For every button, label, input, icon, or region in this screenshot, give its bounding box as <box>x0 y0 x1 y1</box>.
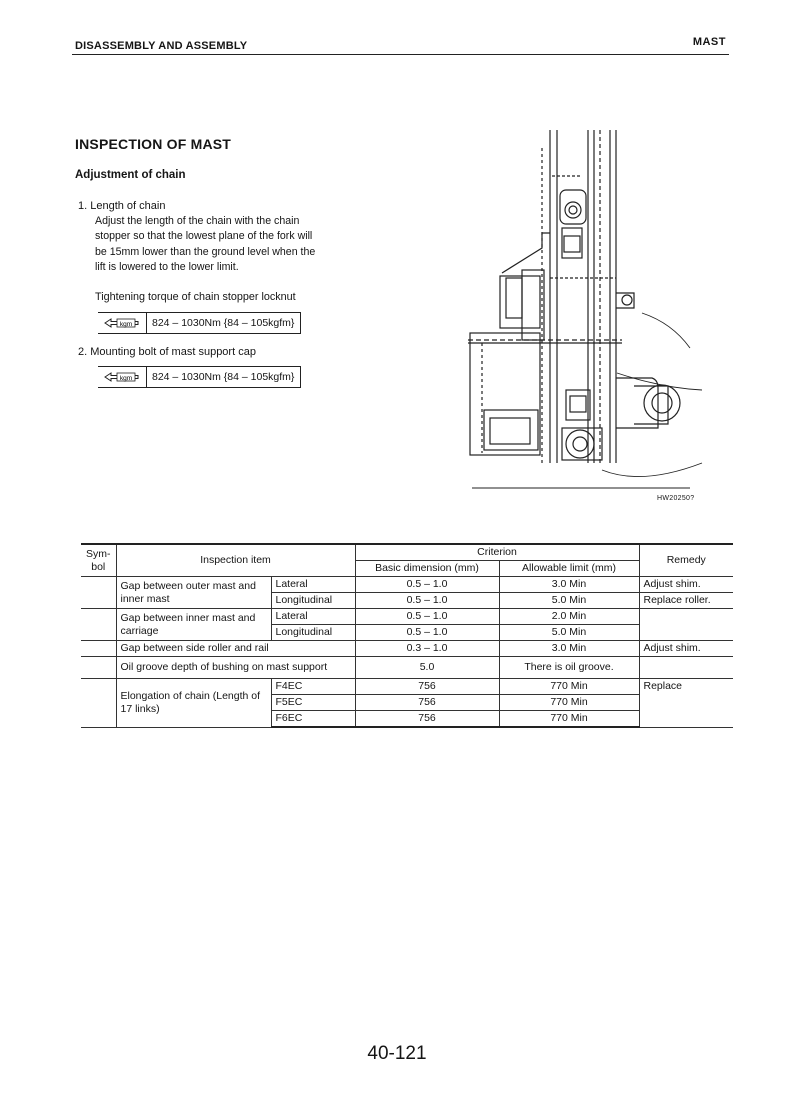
section-header: DISASSEMBLY AND ASSEMBLY <box>75 40 248 52</box>
remedy-cell <box>639 609 733 641</box>
svg-text:kgm: kgm <box>119 321 133 328</box>
symbol-cell <box>81 657 116 679</box>
allowable-limit-cell: 770 Min <box>499 695 639 711</box>
column-header-criterion: Criterion <box>355 544 639 561</box>
remedy-cell: Adjust shim. <box>639 577 733 593</box>
svg-text:kgm: kgm <box>119 375 133 382</box>
sub-item-cell: Lateral <box>271 609 355 625</box>
table-row <box>81 609 733 625</box>
column-header-basic-dimension: Basic dimension (mm) <box>355 561 499 577</box>
chapter-header: MAST <box>692 36 726 48</box>
mast-diagram <box>462 128 742 498</box>
remedy-cell: Adjust shim. <box>639 641 733 657</box>
table-row <box>81 641 733 657</box>
symbol-cell <box>81 609 116 641</box>
torque-spec-box <box>98 366 301 388</box>
allowable-limit-cell: 3.0 Min <box>499 577 639 593</box>
model-cell: F5EC <box>271 695 355 711</box>
header-rule <box>72 54 729 55</box>
step-1-heading: 1. Length of chain <box>78 200 166 212</box>
table-row <box>81 657 733 679</box>
torque-wrench-icon <box>98 313 147 333</box>
torque-spec-box <box>98 312 301 334</box>
torque-wrench-icon <box>98 367 147 387</box>
symbol-cell <box>81 679 116 728</box>
basic-dimension-cell: 0.5 – 1.0 <box>355 625 499 641</box>
inspection-item-cell: Gap between outer mast and inner mast <box>116 577 271 609</box>
step-2-heading: 2. Mounting bolt of mast support cap <box>78 346 256 358</box>
page-number: 40-121 <box>367 1043 427 1064</box>
allowable-limit-cell: 5.0 Min <box>499 625 639 641</box>
column-header-allowable-limit: Allowable limit (mm) <box>499 561 639 577</box>
step-1-instructions <box>95 214 391 275</box>
column-header-inspection-item: Inspection item <box>116 544 355 577</box>
allowable-limit-cell: 770 Min <box>499 711 639 728</box>
instruction-line: be 15mm lower than the ground level when the <box>95 245 316 258</box>
inspection-item-cell: Gap between side roller and rail <box>116 641 355 657</box>
torque-value: 824 – 1030Nm {84 – 105kgfm} <box>152 317 295 329</box>
basic-dimension-cell: 0.3 – 1.0 <box>355 641 499 657</box>
torque-value: 824 – 1030Nm {84 – 105kgfm} <box>152 371 295 383</box>
basic-dimension-cell: 756 <box>355 695 499 711</box>
sub-item-cell: Lateral <box>271 577 355 593</box>
table-row <box>81 577 733 593</box>
page-title: INSPECTION OF MAST <box>75 136 232 152</box>
instruction-line: lift is lowered to the lower limit. <box>95 260 239 273</box>
remedy-cell: Replace <box>639 679 733 728</box>
basic-dimension-cell: 5.0 <box>355 657 499 679</box>
model-cell: F6EC <box>271 711 355 728</box>
section-subtitle: Adjustment of chain <box>75 169 186 181</box>
inspection-item-cell: Elongation of chain (Length of 17 links) <box>116 679 271 728</box>
allowable-limit-cell: 770 Min <box>499 679 639 695</box>
remedy-cell: Replace roller. <box>639 593 733 609</box>
basic-dimension-cell: 0.5 – 1.0 <box>355 593 499 609</box>
torque-label: Tightening torque of chain stopper locknut <box>95 291 296 303</box>
sub-item-cell: Longitudinal <box>271 593 355 609</box>
model-cell: F4EC <box>271 679 355 695</box>
allowable-limit-cell: 5.0 Min <box>499 593 639 609</box>
basic-dimension-cell: 756 <box>355 679 499 695</box>
symbol-cell <box>81 641 116 657</box>
basic-dimension-cell: 756 <box>355 711 499 728</box>
basic-dimension-cell: 0.5 – 1.0 <box>355 609 499 625</box>
allowable-limit-cell: 2.0 Min <box>499 609 639 625</box>
inspection-table <box>81 543 733 728</box>
allowable-limit-cell: There is oil groove. <box>499 657 639 679</box>
symbol-cell <box>81 577 116 609</box>
inspection-item-cell: Oil groove depth of bushing on mast support <box>116 657 355 679</box>
figure-id: HW20250? <box>657 495 695 502</box>
instruction-line: Adjust the length of the chain with the chain <box>95 215 300 227</box>
sub-item-cell: Longitudinal <box>271 625 355 641</box>
remedy-cell <box>639 657 733 679</box>
table-row <box>81 679 733 695</box>
basic-dimension-cell: 0.5 – 1.0 <box>355 577 499 593</box>
column-header-symbol: Sym- bol <box>81 544 116 577</box>
instruction-line: stopper so that the lowest plane of the fork will <box>95 230 313 243</box>
inspection-item-cell: Gap between inner mast and carriage <box>116 609 271 641</box>
table-header-row <box>81 544 733 561</box>
allowable-limit-cell: 3.0 Min <box>499 641 639 657</box>
column-header-remedy: Remedy <box>639 544 733 577</box>
